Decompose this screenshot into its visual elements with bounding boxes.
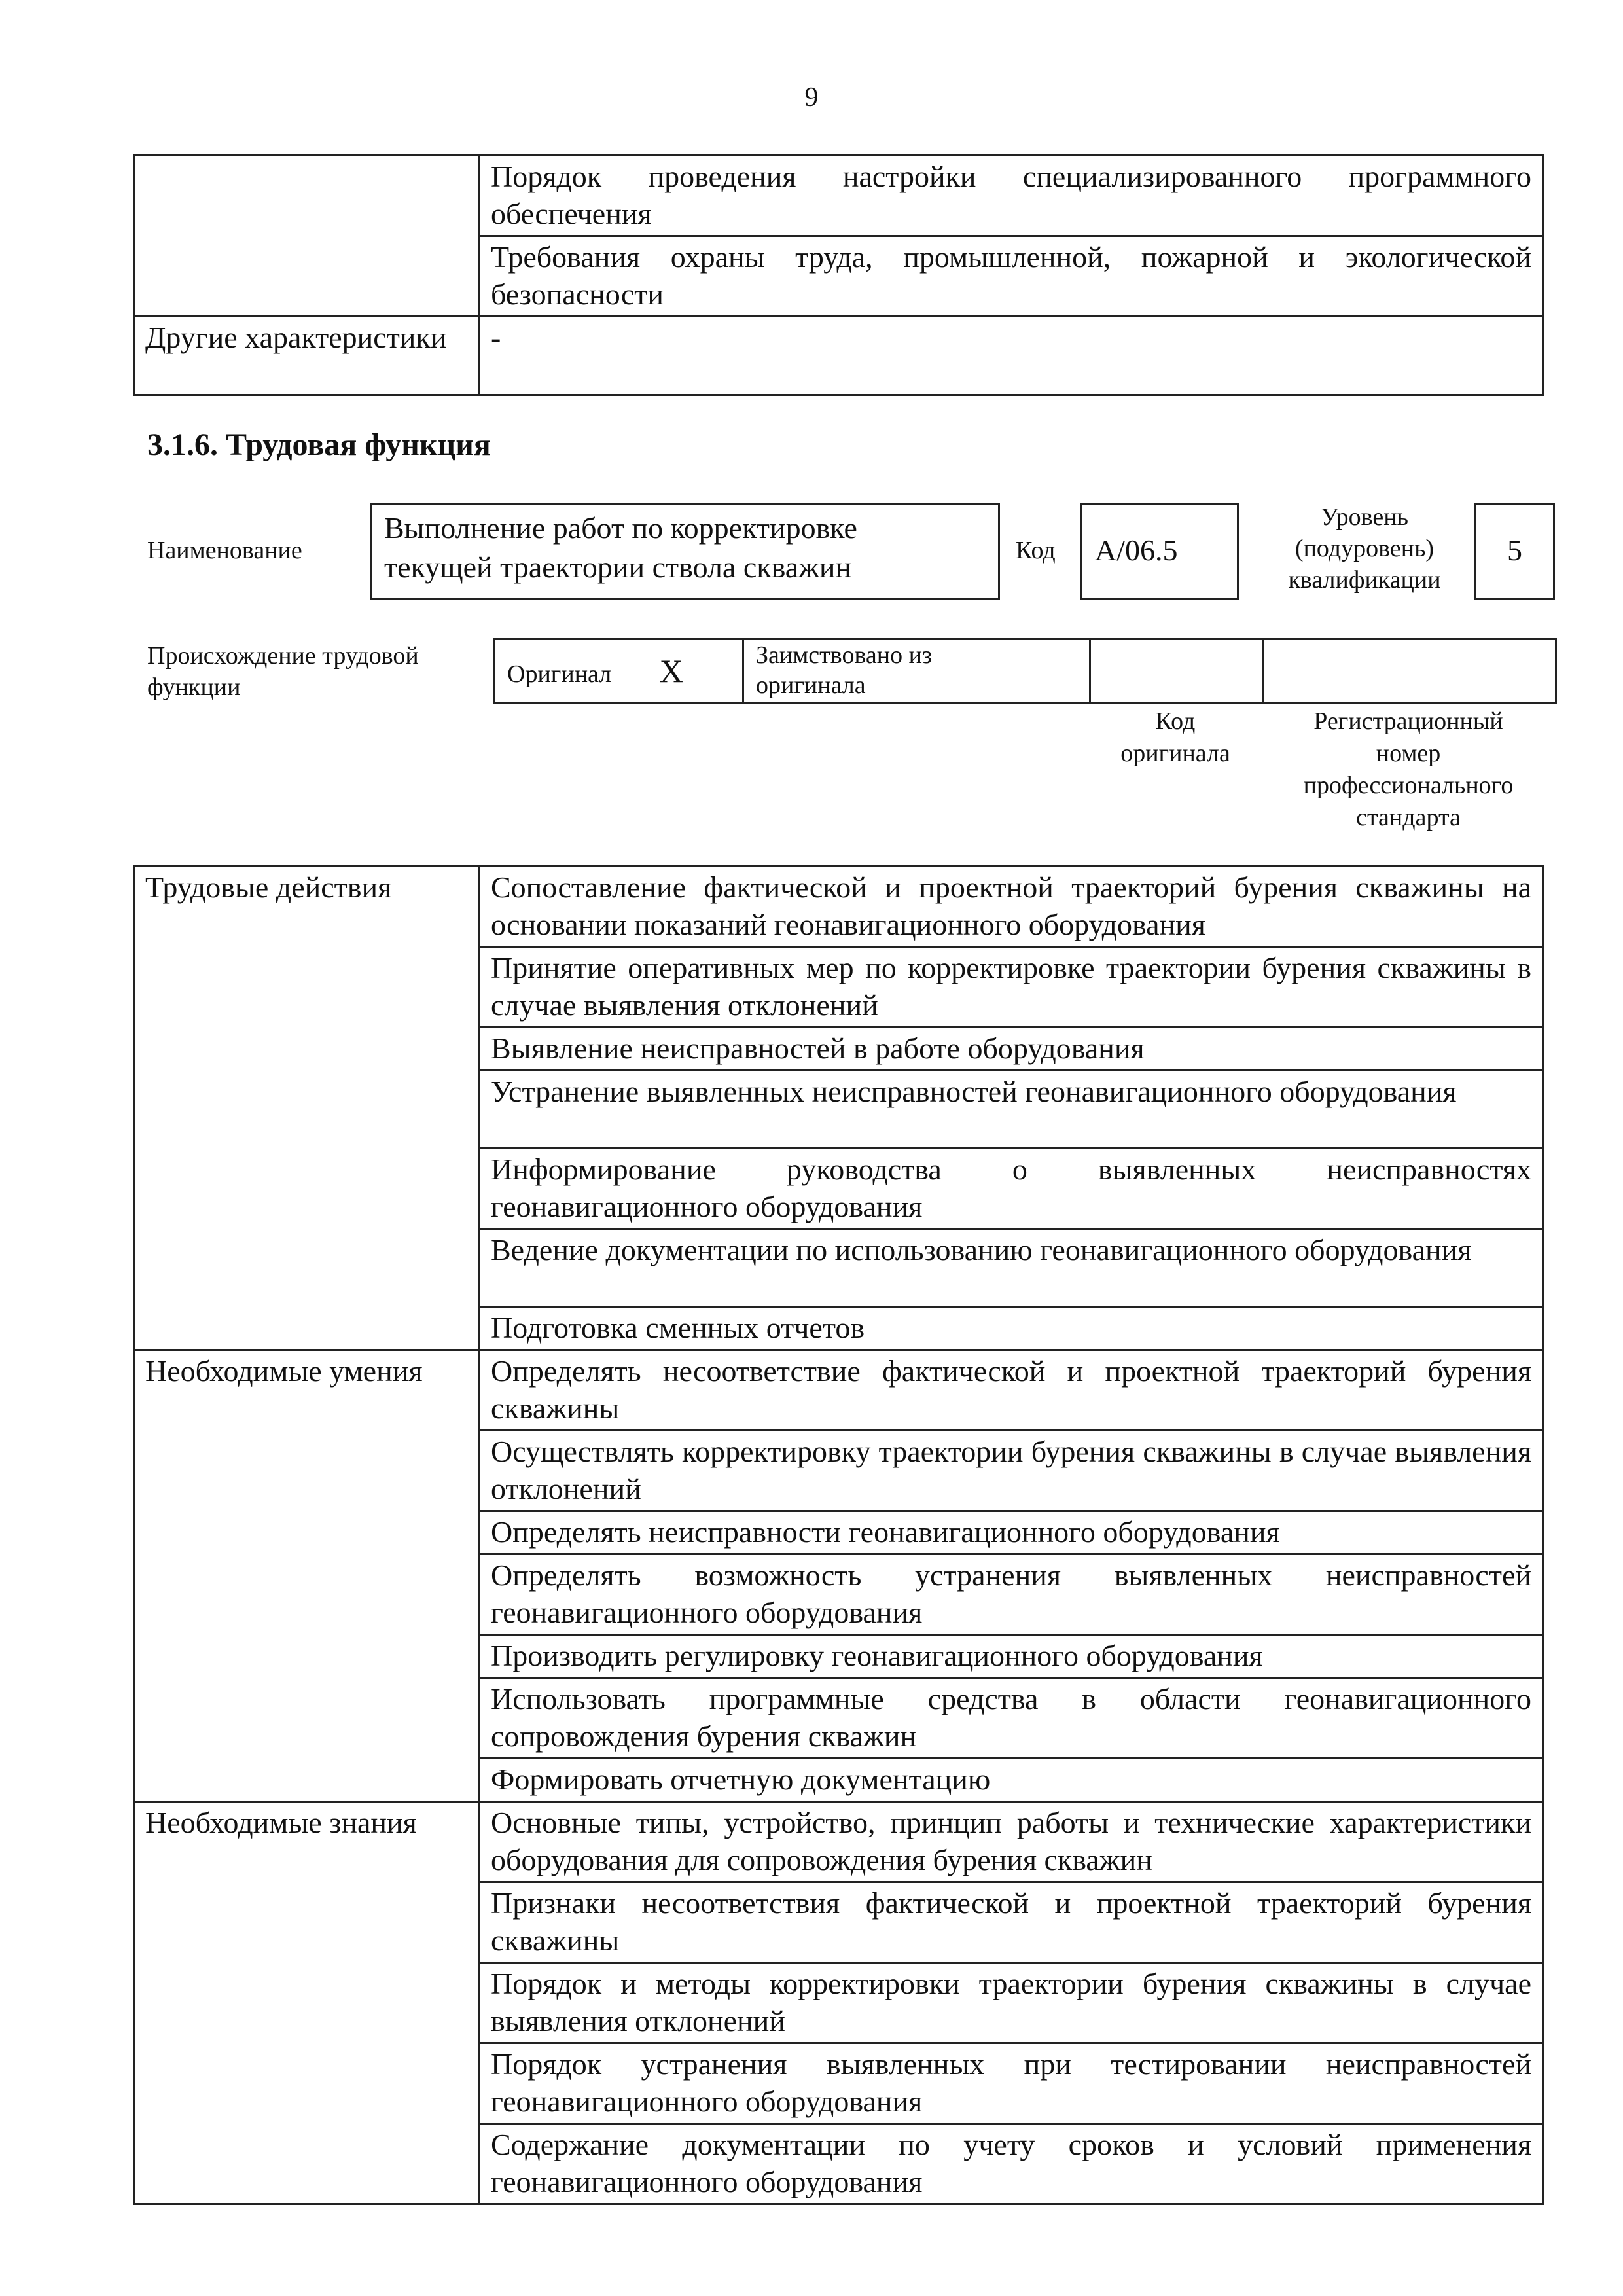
knowledge-item: Порядок и методы корректировки траектории бурения скважины в случае выявления отклонений bbox=[480, 1963, 1543, 2043]
name-label: Наименование bbox=[147, 537, 302, 564]
labor-action-item: Информирование руководства о выявленных неисправностях геонавигационного оборудования bbox=[480, 1149, 1543, 1229]
origin-label-line: Происхождение трудовой bbox=[147, 642, 419, 670]
caption-line: Код bbox=[1155, 708, 1196, 735]
caption-line: стандарта bbox=[1356, 804, 1461, 831]
level-label-line: (подуровень) bbox=[1294, 535, 1435, 562]
labor-action-item: Выявление неисправностей в работе оборудования bbox=[480, 1028, 1543, 1071]
knowledge-item: Порядок устранения выявленных при тестировании неисправностей геонавигационного оборудования bbox=[480, 2043, 1543, 2124]
required-knowledge-label: Необходимые знания bbox=[134, 1802, 480, 2204]
code-value: A/06.5 bbox=[1095, 533, 1178, 567]
top-table-empty-label bbox=[134, 156, 480, 317]
required-skills-label: Необходимые умения bbox=[134, 1350, 480, 1802]
labor-action-item: Подготовка сменных отчетов bbox=[480, 1307, 1543, 1350]
caption-line: оригинала bbox=[1120, 740, 1230, 767]
original-label: Оригинал bbox=[507, 660, 612, 688]
borrowed-label-line: оригинала bbox=[756, 672, 866, 699]
registration-number-caption bbox=[1262, 706, 1555, 834]
skill-item: Осуществлять корректировку траектории бурения скважины в случае выявления отклонений bbox=[480, 1431, 1543, 1511]
labor-action-item: Принятие оперативных мер по корректировке траектории бурения скважины в случае выявления отклонений bbox=[480, 947, 1543, 1028]
knowledge-item: Основные типы, устройство, принцип работы и технические характеристики оборудования для сопровождения бурения скважин bbox=[480, 1802, 1543, 1882]
labor-actions-label: Трудовые действия bbox=[134, 867, 480, 1350]
page-number: 9 bbox=[804, 82, 819, 113]
main-table bbox=[133, 865, 1544, 2205]
origin-label-line: функции bbox=[147, 673, 241, 701]
level-label-line: квалификации bbox=[1288, 566, 1441, 594]
top-table bbox=[133, 154, 1544, 396]
level-label bbox=[1257, 501, 1472, 596]
skill-item: Определять неисправности геонавигационного оборудования bbox=[480, 1511, 1543, 1554]
name-value-line: текущей траектории ствола скважин bbox=[384, 550, 852, 584]
original-cell bbox=[495, 639, 743, 704]
skill-item: Производить регулировку геонавигационного оборудования bbox=[480, 1635, 1543, 1678]
name-value-line: Выполнение работ по корректировке bbox=[384, 511, 857, 545]
original-code-cell bbox=[1090, 639, 1263, 704]
level-label-line: Уровень bbox=[1321, 503, 1408, 531]
borrowed-cell bbox=[743, 639, 1090, 704]
skill-item: Формировать отчетную документацию bbox=[480, 1759, 1543, 1802]
skill-item: Использовать программные средства в области геонавигационного сопровождения бурения скважин bbox=[480, 1678, 1543, 1759]
top-table-item: Порядок проведения настройки специализированного программного обеспечения bbox=[480, 156, 1543, 236]
other-characteristics-label: Другие характеристики bbox=[134, 317, 480, 395]
caption-line: профессионального bbox=[1303, 772, 1514, 799]
original-mark: X bbox=[659, 652, 683, 689]
skill-item: Определять возможность устранения выявленных неисправностей геонавигационного оборудования bbox=[480, 1554, 1543, 1635]
origin-label bbox=[147, 640, 419, 703]
caption-line: номер bbox=[1376, 740, 1441, 767]
code-label: Код bbox=[1016, 537, 1056, 564]
top-table-item: Требования охраны труда, промышленной, пожарной и экологической безопасности bbox=[480, 236, 1543, 317]
level-value: 5 bbox=[1507, 533, 1522, 567]
labor-action-item: Ведение документации по использованию геонавигационного оборудования bbox=[480, 1229, 1543, 1307]
other-characteristics-value: - bbox=[480, 317, 1543, 395]
knowledge-item: Признаки несоответствия фактической и проектной траекторий бурения скважины bbox=[480, 1882, 1543, 1963]
skill-item: Определять несоответствие фактической и проектной траекторий бурения скважины bbox=[480, 1350, 1543, 1431]
origin-table bbox=[493, 638, 1557, 704]
code-value-box bbox=[1080, 503, 1239, 600]
caption-line: Регистрационный bbox=[1313, 708, 1503, 735]
labor-action-item: Сопоставление фактической и проектной траекторий бурения скважины на основании показаний геонавигационного оборудования bbox=[480, 867, 1543, 947]
labor-action-item: Устранение выявленных неисправностей геонавигационного оборудования bbox=[480, 1071, 1543, 1149]
borrowed-label-line: Заимствовано из bbox=[756, 641, 932, 669]
name-value-box bbox=[370, 503, 1000, 600]
level-value-box bbox=[1474, 503, 1555, 600]
code-original-caption bbox=[1089, 706, 1262, 770]
knowledge-item: Содержание документации по учету сроков и условий применения геонавигационного оборудования bbox=[480, 2124, 1543, 2204]
section-title: 3.1.6. Трудовая функция bbox=[147, 427, 491, 462]
registration-number-cell bbox=[1263, 639, 1556, 704]
